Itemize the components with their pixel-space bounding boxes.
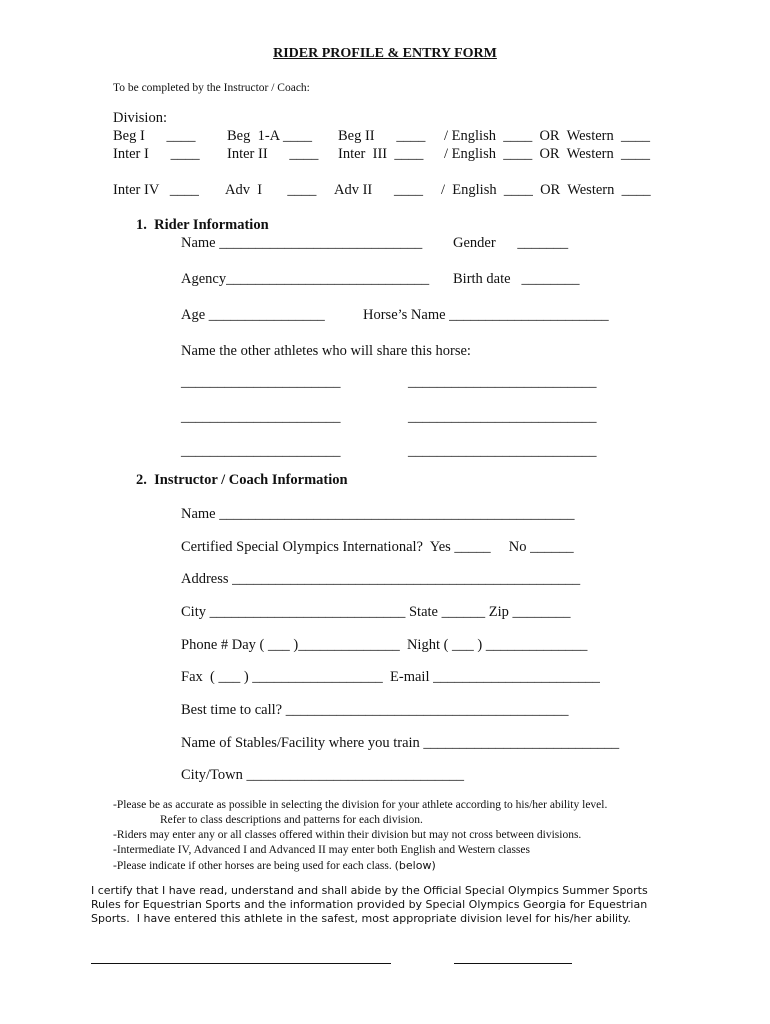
note-3: -Riders may enter any or all classes offered within their division but may not cross between divisions. [113,829,582,841]
division-row-3-col-1: Inter IV ____ [113,182,199,198]
other-athlete-blank-6[interactable]: __________________________ [408,443,597,459]
coach-city-state-zip-field[interactable]: City ___________________________ State ______ Zip ________ [181,604,571,620]
rider-birth-date-field[interactable]: Birth date ________ [453,271,580,287]
coach-fax-email-field[interactable]: Fax ( ___ ) __________________ E-mail _______________________ [181,669,600,685]
other-athlete-blank-3[interactable]: ______________________ [181,409,341,425]
note-5-tail: (below) [394,859,436,872]
certify-line-1: I certify that I have read, understand and shall abide by the Official Special Olympics Summer Sports [91,884,648,897]
coach-certified-field[interactable]: Certified Special Olympics International? Yes _____ No ______ [181,539,574,555]
note-5-text: -Please indicate if other horses are being used for each class. [113,860,392,872]
division-row-2-col-4: / English ____ OR Western ____ [444,146,650,162]
coach-address-field[interactable]: Address ________________________________________________ [181,571,581,587]
rider-name-field[interactable]: Name ____________________________ [181,235,423,251]
division-row-2-col-2: Inter II ____ [227,146,319,162]
other-athlete-blank-1[interactable]: ______________________ [181,374,341,390]
note-4: -Intermediate IV, Advanced I and Advanced II may enter both English and Western classes [113,844,530,856]
certify-line-3: Sports. I have entered this athlete in the safest, most appropriate division level for his/her ability. [91,912,631,925]
division-row-2-col-1: Inter I ____ [113,146,200,162]
coach-stables-field[interactable]: Name of Stables/Facility where you train ___________________________ [181,735,620,751]
rider-agency-field[interactable]: Agency____________________________ [181,271,430,287]
rider-age-field[interactable]: Age ________________ [181,307,325,323]
form-title: RIDER PROFILE & ENTRY FORM [273,46,497,61]
division-row-3-col-3: Adv II ____ [334,182,424,198]
section-rider-heading: 1. Rider Information [136,217,269,233]
note-5 [113,859,436,874]
coach-best-time-field[interactable]: Best time to call? _______________________________________ [181,702,569,718]
date-line[interactable] [454,963,572,964]
section-instructor-heading: 2. Instructor / Coach Information [136,472,348,488]
note-2: Refer to class descriptions and patterns for each division. [160,814,423,826]
other-athlete-blank-4[interactable]: __________________________ [408,409,597,425]
division-row-1-col-3: Beg II ____ [338,128,426,144]
other-athletes-label: Name the other athletes who will share this horse: [181,343,471,359]
coach-city-town-field[interactable]: City/Town ______________________________ [181,767,464,783]
coach-name-field[interactable]: Name _________________________________________________ [181,506,575,522]
division-row-1-col-2: Beg 1-A ____ [227,128,312,144]
horse-name-field[interactable]: Horse’s Name ______________________ [363,307,609,323]
division-row-3-col-4: / English ____ OR Western ____ [441,182,651,198]
rider-gender-field[interactable]: Gender _______ [453,235,569,251]
certify-line-2: Rules for Equestrian Sports and the information provided by Special Olympics Georgia for Equestrian [91,898,648,911]
division-label: Division: [113,110,167,126]
coach-phone-field[interactable]: Phone # Day ( ___ )______________ Night ( ___ ) ______________ [181,637,588,653]
division-row-1-col-1: Beg I ____ [113,128,196,144]
note-1: -Please be as accurate as possible in selecting the division for your athlete according to his/her ability level. [113,799,608,811]
other-athlete-blank-5[interactable]: ______________________ [181,443,341,459]
division-row-1-col-4: / English ____ OR Western ____ [444,128,650,144]
division-row-3-col-2: Adv I ____ [225,182,317,198]
form-subtitle: To be completed by the Instructor / Coach: [113,82,310,94]
division-row-2-col-3: Inter III ____ [338,146,424,162]
other-athlete-blank-2[interactable]: __________________________ [408,374,597,390]
signature-line[interactable] [91,963,391,964]
